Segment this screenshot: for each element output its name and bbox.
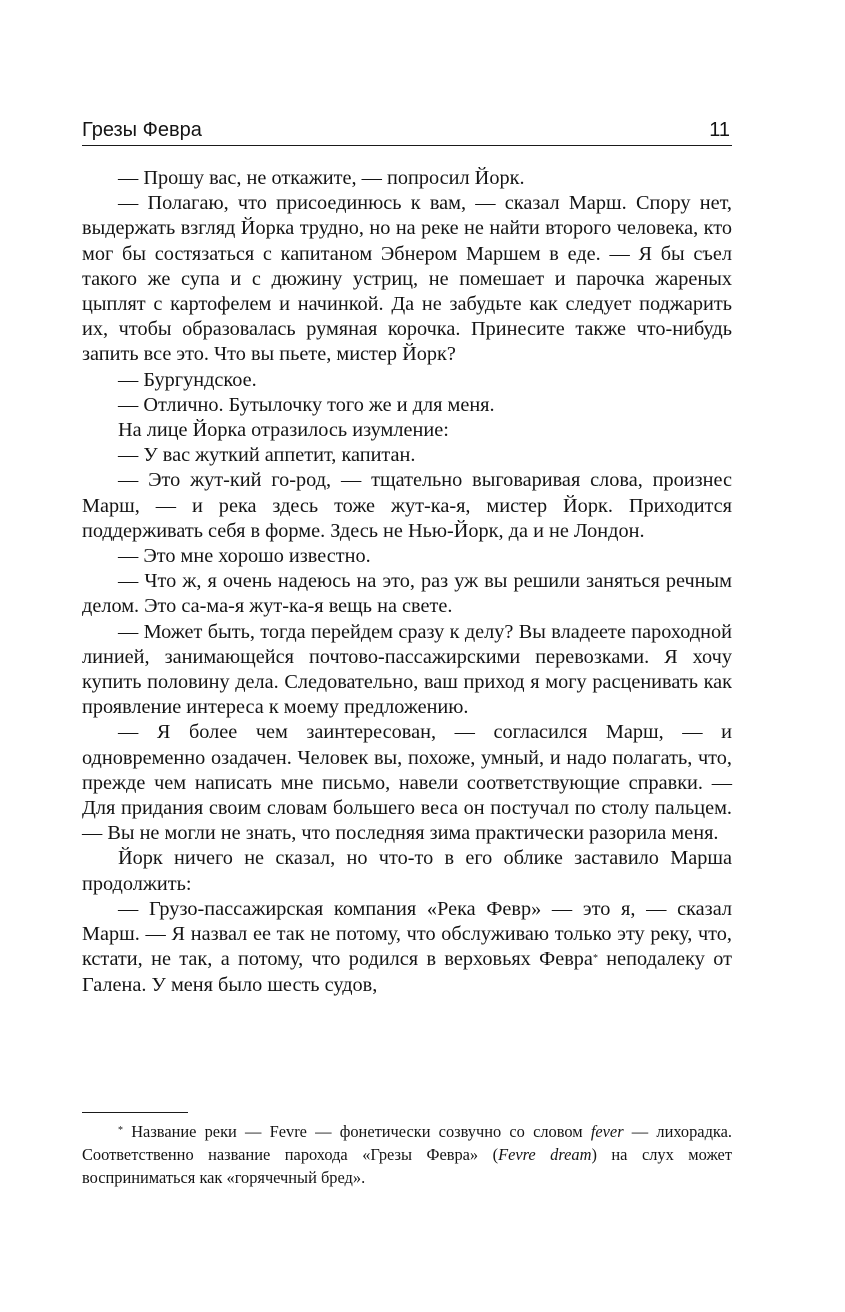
footnote-marker: * [118, 1125, 123, 1136]
paragraph: — Полагаю, что присоединюсь к вам, — сказал Марш. Спору нет, выдержать взгляд Йорка трудно, но на реке не найти второго человека, кто мог бы состязаться с капитаном Эбнером Маршем в еде. — Я бы съел такого же супа и с дюжину устриц, не помешает и парочка жареных цыплят с картофелем и начинкой. Да не забудьте как следует поджарить их, чтобы образовалась румяная корочка. Принесите также что-нибудь запить все это. Что вы пьете, мистер Йорк? [82, 192, 732, 366]
paragraph: — Отлично. Бутылочку того же и для меня. [118, 393, 495, 416]
page-number: 11 [709, 119, 730, 141]
paragraph: — Бургундское. [118, 368, 257, 391]
body-text [82, 166, 732, 998]
paragraph: — Я более чем заинтересован, — согласился Марш, — и одновременно озадачен. Человек вы, похоже, умный, и надо полагать, что, прежде чем написать мне письмо, навели соответствующие справки. — Для придания своим словам большего веса он постучал по столу пальцем. — Вы не могли не знать, что последняя зима практически разорила меня. [82, 721, 732, 845]
footnote-text-part: — лихорадка. Соответственно название парохода «Грезы Февра» ( [82, 1122, 733, 1164]
paragraph: — Это мне хорошо известно. [118, 545, 371, 568]
paragraph: — Может быть, тогда перейдем сразу к делу? Вы владеете пароходной линией, занимающейся почтово-пассажирскими перевозками. Я хочу купить половину дела. Следовательно, ваш приход я могу расценивать как проявление интереса к моему предложению. [82, 620, 732, 719]
paragraph-text: неподалеку от Галена. У меня было шесть судов, [82, 948, 732, 996]
running-header [82, 117, 732, 146]
footnote-italic-term: Fevre dream [498, 1145, 592, 1164]
footnote-italic-term: fever [590, 1122, 624, 1141]
footnote-text [82, 1120, 732, 1189]
footnote-reference[interactable]: * [592, 953, 598, 965]
paragraph: — У вас жуткий аппетит, капитан. [118, 444, 416, 467]
footnote-text-part: Название реки — Fevre — фонетически созвучно со словом [123, 1122, 591, 1141]
paragraph: — Что ж, я очень надеюсь на это, раз уж вы решили заняться речным делом. Это са-ма-я жут-ка-я вещь на свете. [82, 570, 732, 618]
paragraph: На лице Йорка отразилось изумление: [118, 419, 449, 442]
running-title: Грезы Февра [82, 119, 202, 141]
footnote-text-part: ) на слух может восприниматься как «горячечный бред». [82, 1145, 732, 1187]
paragraph-text: — Грузо-пассажирская компания «Река Февр» — это я, — сказал Марш. — Я назвал ее так не потому, что обслуживаю только эту реку, что, кстати, не так, а потому, что родился в верховьях Февра [82, 897, 732, 971]
paragraph: Йорк ничего не сказал, но что-то в его облике заставило Марша продолжить: [82, 847, 732, 895]
paragraph: — Это жут-кий го-род, — тщательно выговаривая слова, произнес Марш, — и река здесь тоже жут-ка-я, мистер Йорк. Приходится поддерживать себя в форме. Здесь не Нью-Йорк, да и не Лондон. [82, 469, 732, 542]
footnote [82, 1120, 732, 1189]
paragraph-with-footnote-ref [82, 897, 732, 998]
footnote-separator [82, 1112, 188, 1113]
paragraph: — Прошу вас, не откажите, — попросил Йорк. [118, 167, 525, 189]
